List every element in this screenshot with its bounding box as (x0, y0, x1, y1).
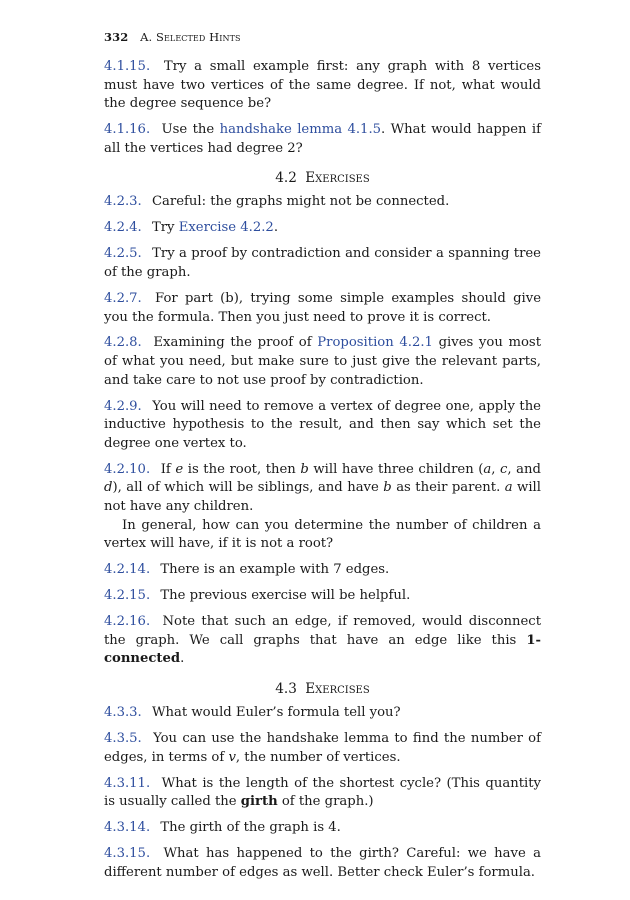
hint-text: Try a proof by contradiction and consider a spanning tree of the graph. (104, 246, 541, 280)
hint-text: . What would happen if all the vertices had degree 2? (104, 122, 541, 156)
hint-4-3-15 (104, 845, 541, 882)
hint-text: . (180, 651, 185, 667)
hint-number[interactable]: 4.1.15. (104, 59, 151, 74)
hint-number[interactable]: 4.3.15. (104, 846, 151, 862)
hint-text: Try (151, 220, 179, 236)
hint-text: , and (507, 461, 541, 477)
hint-text: , the number of vertices. (235, 749, 401, 765)
hint-number[interactable]: 4.2.3. (104, 194, 142, 210)
hint-text: For part (b), trying some simple examples should give you the formula. Then you just need to prove it is correct. (104, 290, 541, 325)
hint-number[interactable]: 4.2.8. (104, 335, 142, 351)
hint-text: What is the length of the shortest cycle? (This quantity is usually called the (104, 775, 541, 810)
hint-4-3-11 (104, 775, 541, 812)
hint-4-2-8 (104, 334, 541, 390)
hint-number[interactable]: 4.1.16. (104, 122, 151, 138)
hint-text: Note that such an edge, if removed, would disconnect the graph. We call graphs that have an edge like this (104, 614, 541, 648)
hint-4-2-5 (104, 245, 541, 282)
hint-number[interactable]: 4.3.3. (104, 704, 142, 720)
hint-text: of the graph.) (277, 794, 374, 810)
handshake-lemma-link[interactable]: handshake lemma 4.1.5 (219, 122, 382, 138)
hint-number[interactable]: 4.2.10. (104, 461, 151, 477)
section-heading-4-3 (104, 681, 541, 697)
hint-text: The girth of the graph is 4. (160, 820, 341, 836)
hint-text: What would Euler’s formula tell you? (151, 704, 401, 720)
var-b: b (383, 480, 392, 496)
exercise-4-2-2-link[interactable]: Exercise 4.2.2 (178, 220, 274, 236)
term-girth: girth (240, 794, 278, 810)
hint-number[interactable]: 4.2.4. (104, 220, 142, 236)
hint-4-1-16 (104, 121, 541, 158)
hint-paragraph: In general, how can you determine the number of children a vertex will have, if it is not a root? (104, 517, 541, 552)
var-c: c (500, 461, 508, 477)
hint-text: Try a small example first: any graph with 8 vertices must have two vertices of the same degree. If not, what would the degree sequence be? (104, 59, 541, 112)
page (104, 30, 541, 890)
hint-text: gives you most of what you need, but make sure to just give the relevant parts, and take care to not use proof by contradiction. (104, 335, 541, 388)
hint-number[interactable]: 4.3.14. (104, 820, 151, 836)
hint-text: You will need to remove a vertex of degree one, apply the inductive hypothesis to the result, and then say which set the degree one vertex to. (104, 398, 541, 451)
section-number: 4.3 (275, 680, 297, 697)
hint-text: will have three children ( (308, 461, 484, 477)
hint-number[interactable]: 4.3.5. (104, 730, 142, 746)
var-e: e (175, 461, 184, 477)
var-a: a (483, 461, 492, 477)
hint-number[interactable]: 4.2.16. (104, 614, 151, 630)
section-number: 4.2 (275, 170, 297, 187)
hint-4-3-5 (104, 730, 541, 767)
section-heading-4-2 (104, 170, 541, 186)
hint-4-2-14 (104, 561, 541, 580)
hint-4-3-14 (104, 819, 541, 838)
section-title: Exercises (305, 170, 370, 187)
hint-4-2-15 (104, 587, 541, 606)
hint-text: The previous exercise will be helpful. (160, 588, 411, 604)
hint-4-2-7 (104, 290, 541, 327)
hint-text: Examining the proof of (153, 335, 318, 351)
hint-number[interactable]: 4.3.11. (104, 775, 151, 791)
hint-text: as their parent. (391, 480, 505, 496)
var-v: v (228, 749, 236, 765)
running-title: A. Selected Hints (140, 30, 241, 44)
var-b: b (300, 461, 309, 477)
var-d: d (104, 480, 113, 496)
hint-4-2-10 (104, 461, 541, 554)
hint-text: , (491, 461, 501, 477)
section-title: Exercises (305, 680, 370, 697)
hint-text: You can use the handshake lemma to find the number of edges, in terms of (104, 730, 541, 765)
hint-4-1-15 (104, 58, 541, 114)
proposition-4-2-1-link[interactable]: Proposition 4.2.1 (317, 335, 433, 351)
hint-text: . (273, 220, 279, 236)
hint-4-2-4 (104, 219, 541, 238)
hint-4-2-3 (104, 193, 541, 212)
hint-text: is the root, then (183, 461, 301, 477)
running-header (104, 30, 541, 44)
hint-number[interactable]: 4.2.15. (104, 588, 151, 604)
hint-number[interactable]: 4.2.14. (104, 562, 151, 578)
page-number: 332 (104, 30, 129, 44)
hint-text: Careful: the graphs might not be connected. (151, 194, 450, 210)
term-1-connected: 1-connected (104, 632, 541, 667)
hint-number[interactable]: 4.2.7. (104, 290, 142, 306)
hint-text: If (160, 461, 176, 477)
hint-number[interactable]: 4.2.9. (104, 398, 142, 414)
var-a: a (504, 480, 513, 496)
hint-text: There is an example with 7 edges. (160, 562, 390, 578)
hint-4-2-16 (104, 613, 541, 669)
hint-4-3-3 (104, 704, 541, 723)
hint-4-2-9 (104, 398, 541, 454)
hint-text: What has happened to the girth? Careful: we have a different number of edges as well. Better check Euler’s formula. (104, 846, 541, 880)
hint-number[interactable]: 4.2.5. (104, 246, 142, 262)
hint-text: will not have any children. (104, 480, 541, 515)
hint-text: ), all of which will be siblings, and have (112, 480, 384, 496)
hint-text: Use the (161, 122, 220, 138)
